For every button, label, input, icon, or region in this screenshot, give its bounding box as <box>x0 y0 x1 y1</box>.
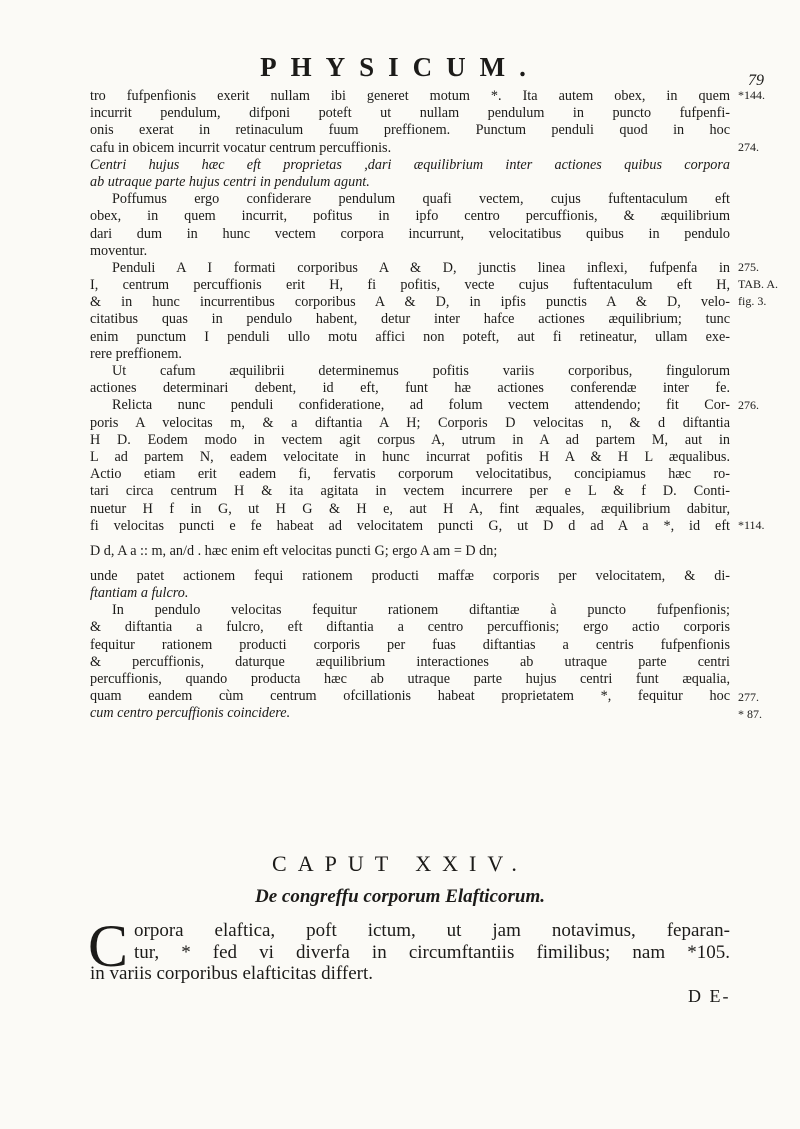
text-line: enim punctum I penduli ullo motu affici non poteft, aut fi retineatur, ullam exe- <box>90 328 730 345</box>
text-line: moventur. <box>90 242 148 259</box>
chapter-title: CAPUT XXIV. <box>272 851 528 876</box>
text-line: Centri hujus hæc eft proprietas ,dari æquilibrium inter actiones quibus corpora <box>90 156 730 173</box>
text-line: tur, * fed vi diverfa in circumftantiis fimilibus; nam *105. <box>134 941 730 963</box>
text-line: nuetur H f in G, ut H G & H e, aut H A, fint æquales, æquilibrium dabitur, <box>90 500 730 517</box>
text-line: in variis corporibus elafticitas differt. <box>90 963 373 984</box>
chapter-text-block <box>90 920 730 985</box>
margin-note: fig. 3. <box>738 294 767 308</box>
margin-note: TAB. A. <box>738 277 779 291</box>
text-line: actiones determinari debent, id eft, funt hæ actiones conferendæ inter fe. <box>90 380 730 397</box>
margin-note: 277. <box>738 690 759 704</box>
text-line: cum centro percuffionis coincidere. <box>90 705 291 722</box>
text-line: dari dum in hunc vectem corpora incurrunt, velocitatibus quibus in pendulo <box>90 225 730 242</box>
page-number: 79 <box>748 72 764 89</box>
text-line: citatibus quas in pendulo habent, detur inter hafce actiones æquilibrium; tunc <box>90 311 730 328</box>
formula-line: D d, A a :: m, an/d . hæc enim eft velocitas puncti G; ergo A am = D dn; <box>90 542 498 559</box>
text-line: quam eandem cùm centrum ofcillationis habeat proprietatem *, fequitur hoc <box>90 688 730 705</box>
text-line: ftantiam a fulcro. <box>90 585 189 602</box>
text-line: tari circa centrum H & ita agitata in vectem incurrere per e L & f D. Conti- <box>90 483 730 500</box>
text-line: Poffumus ergo confiderare pendulum quafi vectem, cujus fuftentaculum eft <box>112 191 730 208</box>
text-line: Ut cafum æquilibrii determinemus pofitis variis corporibus, fingulorum <box>112 363 730 379</box>
text-line: obex, in quem incurrit, pofitus in ipfo centro percuffionis, & æquilibrium <box>90 208 730 225</box>
margin-note: 274. <box>738 140 759 154</box>
text-line: poris A velocitas m, & a diftantia A H; Corporis D velocitas n, & d diftantia <box>90 414 730 431</box>
text-line: rere preffionem. <box>90 345 182 362</box>
text-line: cafu in obicem incurrit vocatur centrum percuffionis. <box>90 139 392 156</box>
text-line: In pendulo velocitas fequitur rationem diftantiæ à puncto fufpenfionis; <box>112 602 730 619</box>
text-line: onis exerat in retinaculum fuum preffionem. Punctum penduli quod in hoc <box>90 122 730 139</box>
margin-note: * 87. <box>738 707 762 721</box>
main-text-block <box>90 88 730 723</box>
margin-note: 275. <box>738 260 759 274</box>
text-line: Relicta nunc penduli confideratione, ad folum vectem attendendo; fit Cor- <box>112 397 730 414</box>
text-line: orpora elaftica, poft ictum, ut jam notavimus, feparan- <box>134 920 730 941</box>
chapter-subtitle: De congreffu corporum Elafticorum. <box>255 886 545 907</box>
text-line: Penduli A I formati corporibus A & D, junctis linea inflexi, fufpenfa in <box>112 259 730 276</box>
text-line: & percuffionis, daturque æquilibrium interactiones ab utraque parte centri <box>90 653 730 670</box>
text-line: fequitur rationem producti corporis per fuas diftantias a centris fufpenfionis <box>90 636 730 653</box>
text-line: ab utraque parte hujus centri in pendulum agunt. <box>90 173 370 190</box>
text-line: fi velocitas puncti e fe habeat ad velocitatem puncti G, ut D d ad A a *, id eft <box>90 517 730 534</box>
text-line: incurrit pendulum, difponi poteft ut nullam pendulum in puncto fufpenfi- <box>90 105 730 122</box>
text-line: & in hunc incurrentibus corporibus A & D, in ipfis punctis A & D, velo- <box>90 294 730 311</box>
text-line: I, centrum percuffionis erit H, fi pofitis, vecte cujus fuftentaculum eft H, <box>90 277 730 294</box>
running-header: PHYSICUM. <box>260 52 540 82</box>
margin-note: *114. <box>738 518 765 532</box>
text-line: percuffionis, quando producta hæc ab utraque parte hujus centri funt æqualia, <box>90 671 730 687</box>
margin-note: *144. <box>738 88 765 102</box>
text-line: H D. Eodem modo in vectem agit corpus A, utrum in A ad partem M, aut in <box>90 431 730 448</box>
text-line: tro fufpenfionis exerit nullam ibi generet motum *. Ita autem obex, in quem <box>90 88 730 104</box>
catchword: D E- <box>688 986 731 1006</box>
text-line: & diftantia a fulcro, eft diftantia a centro percuffionis; ergo actio corporis <box>90 619 730 636</box>
text-line: unde patet actionem fequi rationem producti maffæ corporis per velocitatem, & di- <box>90 567 730 584</box>
margin-note: 276. <box>738 398 759 412</box>
drop-cap: C <box>88 913 129 979</box>
text-line: Actio etiam erit eadem fi, fervatis corporum velocitatibus, concipiamus hæc ro- <box>90 466 730 483</box>
text-line: L ad partem N, eadem velocitate in hunc incurrat pofitis H A & H L æqualibus. <box>90 448 730 465</box>
